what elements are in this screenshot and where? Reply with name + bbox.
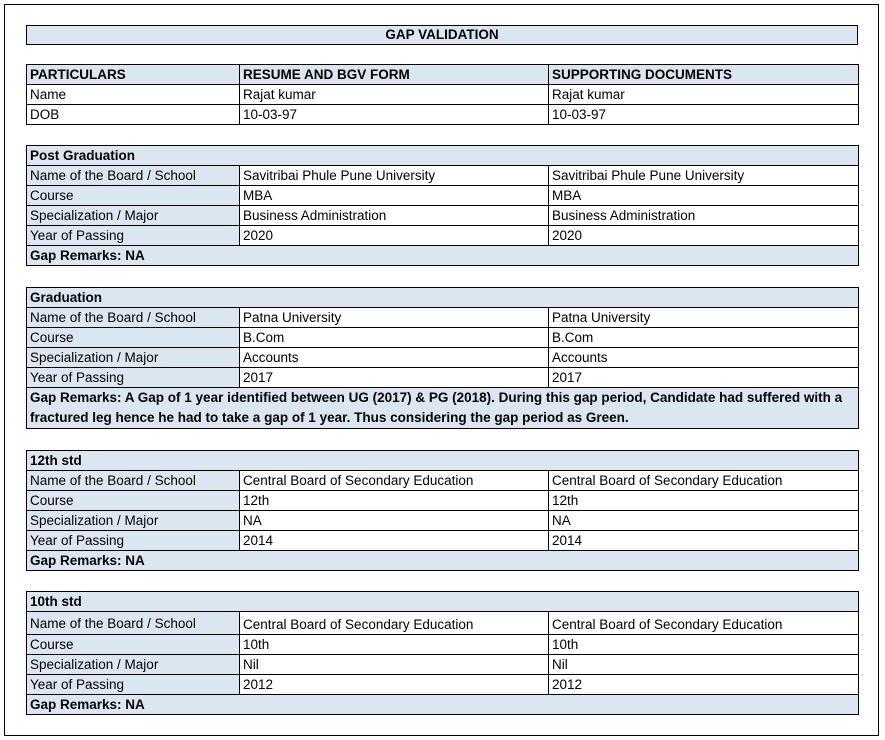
supporting-value: Rajat kumar xyxy=(549,85,859,105)
supporting-value: 2017 xyxy=(549,368,859,388)
row-label: Name xyxy=(27,85,240,105)
table-row xyxy=(27,348,859,368)
gap-remarks: Gap Remarks: A Gap of 1 year identified between UG (2017) & PG (2018). During this gap period, Candidate had suffered with a fractured leg hence he had to take a gap of 1 year. Thus considering the gap period as Green. xyxy=(27,388,859,429)
section-title: Post Graduation xyxy=(27,146,859,166)
table-row xyxy=(27,328,859,348)
graduation-table xyxy=(26,287,859,429)
row-label: Specialization / Major xyxy=(27,206,240,226)
table-row xyxy=(27,186,859,206)
supporting-value: 2020 xyxy=(549,226,859,246)
supporting-value: 10th xyxy=(549,635,859,655)
table-row xyxy=(27,206,859,226)
table-row xyxy=(27,635,859,655)
row-label: DOB xyxy=(27,105,240,125)
resume-value: 2020 xyxy=(240,226,549,246)
row-label: Course xyxy=(27,491,240,511)
header-resume: RESUME AND BGV FORM xyxy=(240,65,549,85)
resume-value: 2017 xyxy=(240,368,549,388)
supporting-value: 2014 xyxy=(549,531,859,551)
personal-table xyxy=(26,64,859,125)
resume-value: 10th xyxy=(240,635,549,655)
table-row xyxy=(27,675,859,695)
resume-value: Central Board of Secondary Education xyxy=(240,612,549,635)
table-row xyxy=(27,655,859,675)
gap-remarks: Gap Remarks: NA xyxy=(27,246,859,266)
row-label: Name of the Board / School xyxy=(27,471,240,491)
table-row xyxy=(27,308,859,328)
supporting-value: B.Com xyxy=(549,328,859,348)
resume-value: 10-03-97 xyxy=(240,105,549,125)
page-title: GAP VALIDATION xyxy=(26,25,858,45)
supporting-value: MBA xyxy=(549,186,859,206)
row-label: Year of Passing xyxy=(27,531,240,551)
header-supporting: SUPPORTING DOCUMENTS xyxy=(549,65,859,85)
table-row xyxy=(27,85,859,105)
supporting-value: Nil xyxy=(549,655,859,675)
post-graduation-table xyxy=(26,145,859,266)
resume-value: 2014 xyxy=(240,531,549,551)
gap-remarks: Gap Remarks: NA xyxy=(27,695,859,715)
row-label: Specialization / Major xyxy=(27,655,240,675)
section-title: 12th std xyxy=(27,451,859,471)
header-row xyxy=(27,65,859,85)
header-particulars: PARTICULARS xyxy=(27,65,240,85)
section-title: Graduation xyxy=(27,288,859,308)
supporting-value: Central Board of Secondary Education xyxy=(549,471,859,491)
supporting-value: 12th xyxy=(549,491,859,511)
row-label: Year of Passing xyxy=(27,675,240,695)
table-row xyxy=(27,531,859,551)
resume-value: Accounts xyxy=(240,348,549,368)
supporting-value: Savitribai Phule Pune University xyxy=(549,166,859,186)
row-label: Name of the Board / School xyxy=(27,308,240,328)
resume-value: Business Administration xyxy=(240,206,549,226)
supporting-value: Business Administration xyxy=(549,206,859,226)
resume-value: Patna University xyxy=(240,308,549,328)
supporting-value: Patna University xyxy=(549,308,859,328)
supporting-value: Accounts xyxy=(549,348,859,368)
section-title: 10th std xyxy=(27,592,859,612)
row-label: Specialization / Major xyxy=(27,348,240,368)
table-row xyxy=(27,166,859,186)
gap-remarks: Gap Remarks: NA xyxy=(27,551,859,571)
supporting-value: 10-03-97 xyxy=(549,105,859,125)
table-row xyxy=(27,226,859,246)
table-row xyxy=(27,105,859,125)
resume-value: B.Com xyxy=(240,328,549,348)
twelfth-std-table xyxy=(26,450,859,571)
supporting-value: NA xyxy=(549,511,859,531)
table-row xyxy=(27,612,859,635)
table-row xyxy=(27,491,859,511)
resume-value: Central Board of Secondary Education xyxy=(240,471,549,491)
row-label: Year of Passing xyxy=(27,368,240,388)
row-label: Course xyxy=(27,328,240,348)
row-label: Name of the Board / School xyxy=(27,612,240,635)
resume-value: MBA xyxy=(240,186,549,206)
row-label: Course xyxy=(27,186,240,206)
resume-value: Rajat kumar xyxy=(240,85,549,105)
row-label: Course xyxy=(27,635,240,655)
row-label: Specialization / Major xyxy=(27,511,240,531)
supporting-value: Central Board of Secondary Education xyxy=(549,612,859,635)
resume-value: Savitribai Phule Pune University xyxy=(240,166,549,186)
resume-value: NA xyxy=(240,511,549,531)
resume-value: Nil xyxy=(240,655,549,675)
row-label: Year of Passing xyxy=(27,226,240,246)
tenth-std-table xyxy=(26,591,859,715)
table-row xyxy=(27,368,859,388)
supporting-value: 2012 xyxy=(549,675,859,695)
resume-value: 2012 xyxy=(240,675,549,695)
table-row xyxy=(27,471,859,491)
resume-value: 12th xyxy=(240,491,549,511)
row-label: Name of the Board / School xyxy=(27,166,240,186)
table-row xyxy=(27,511,859,531)
